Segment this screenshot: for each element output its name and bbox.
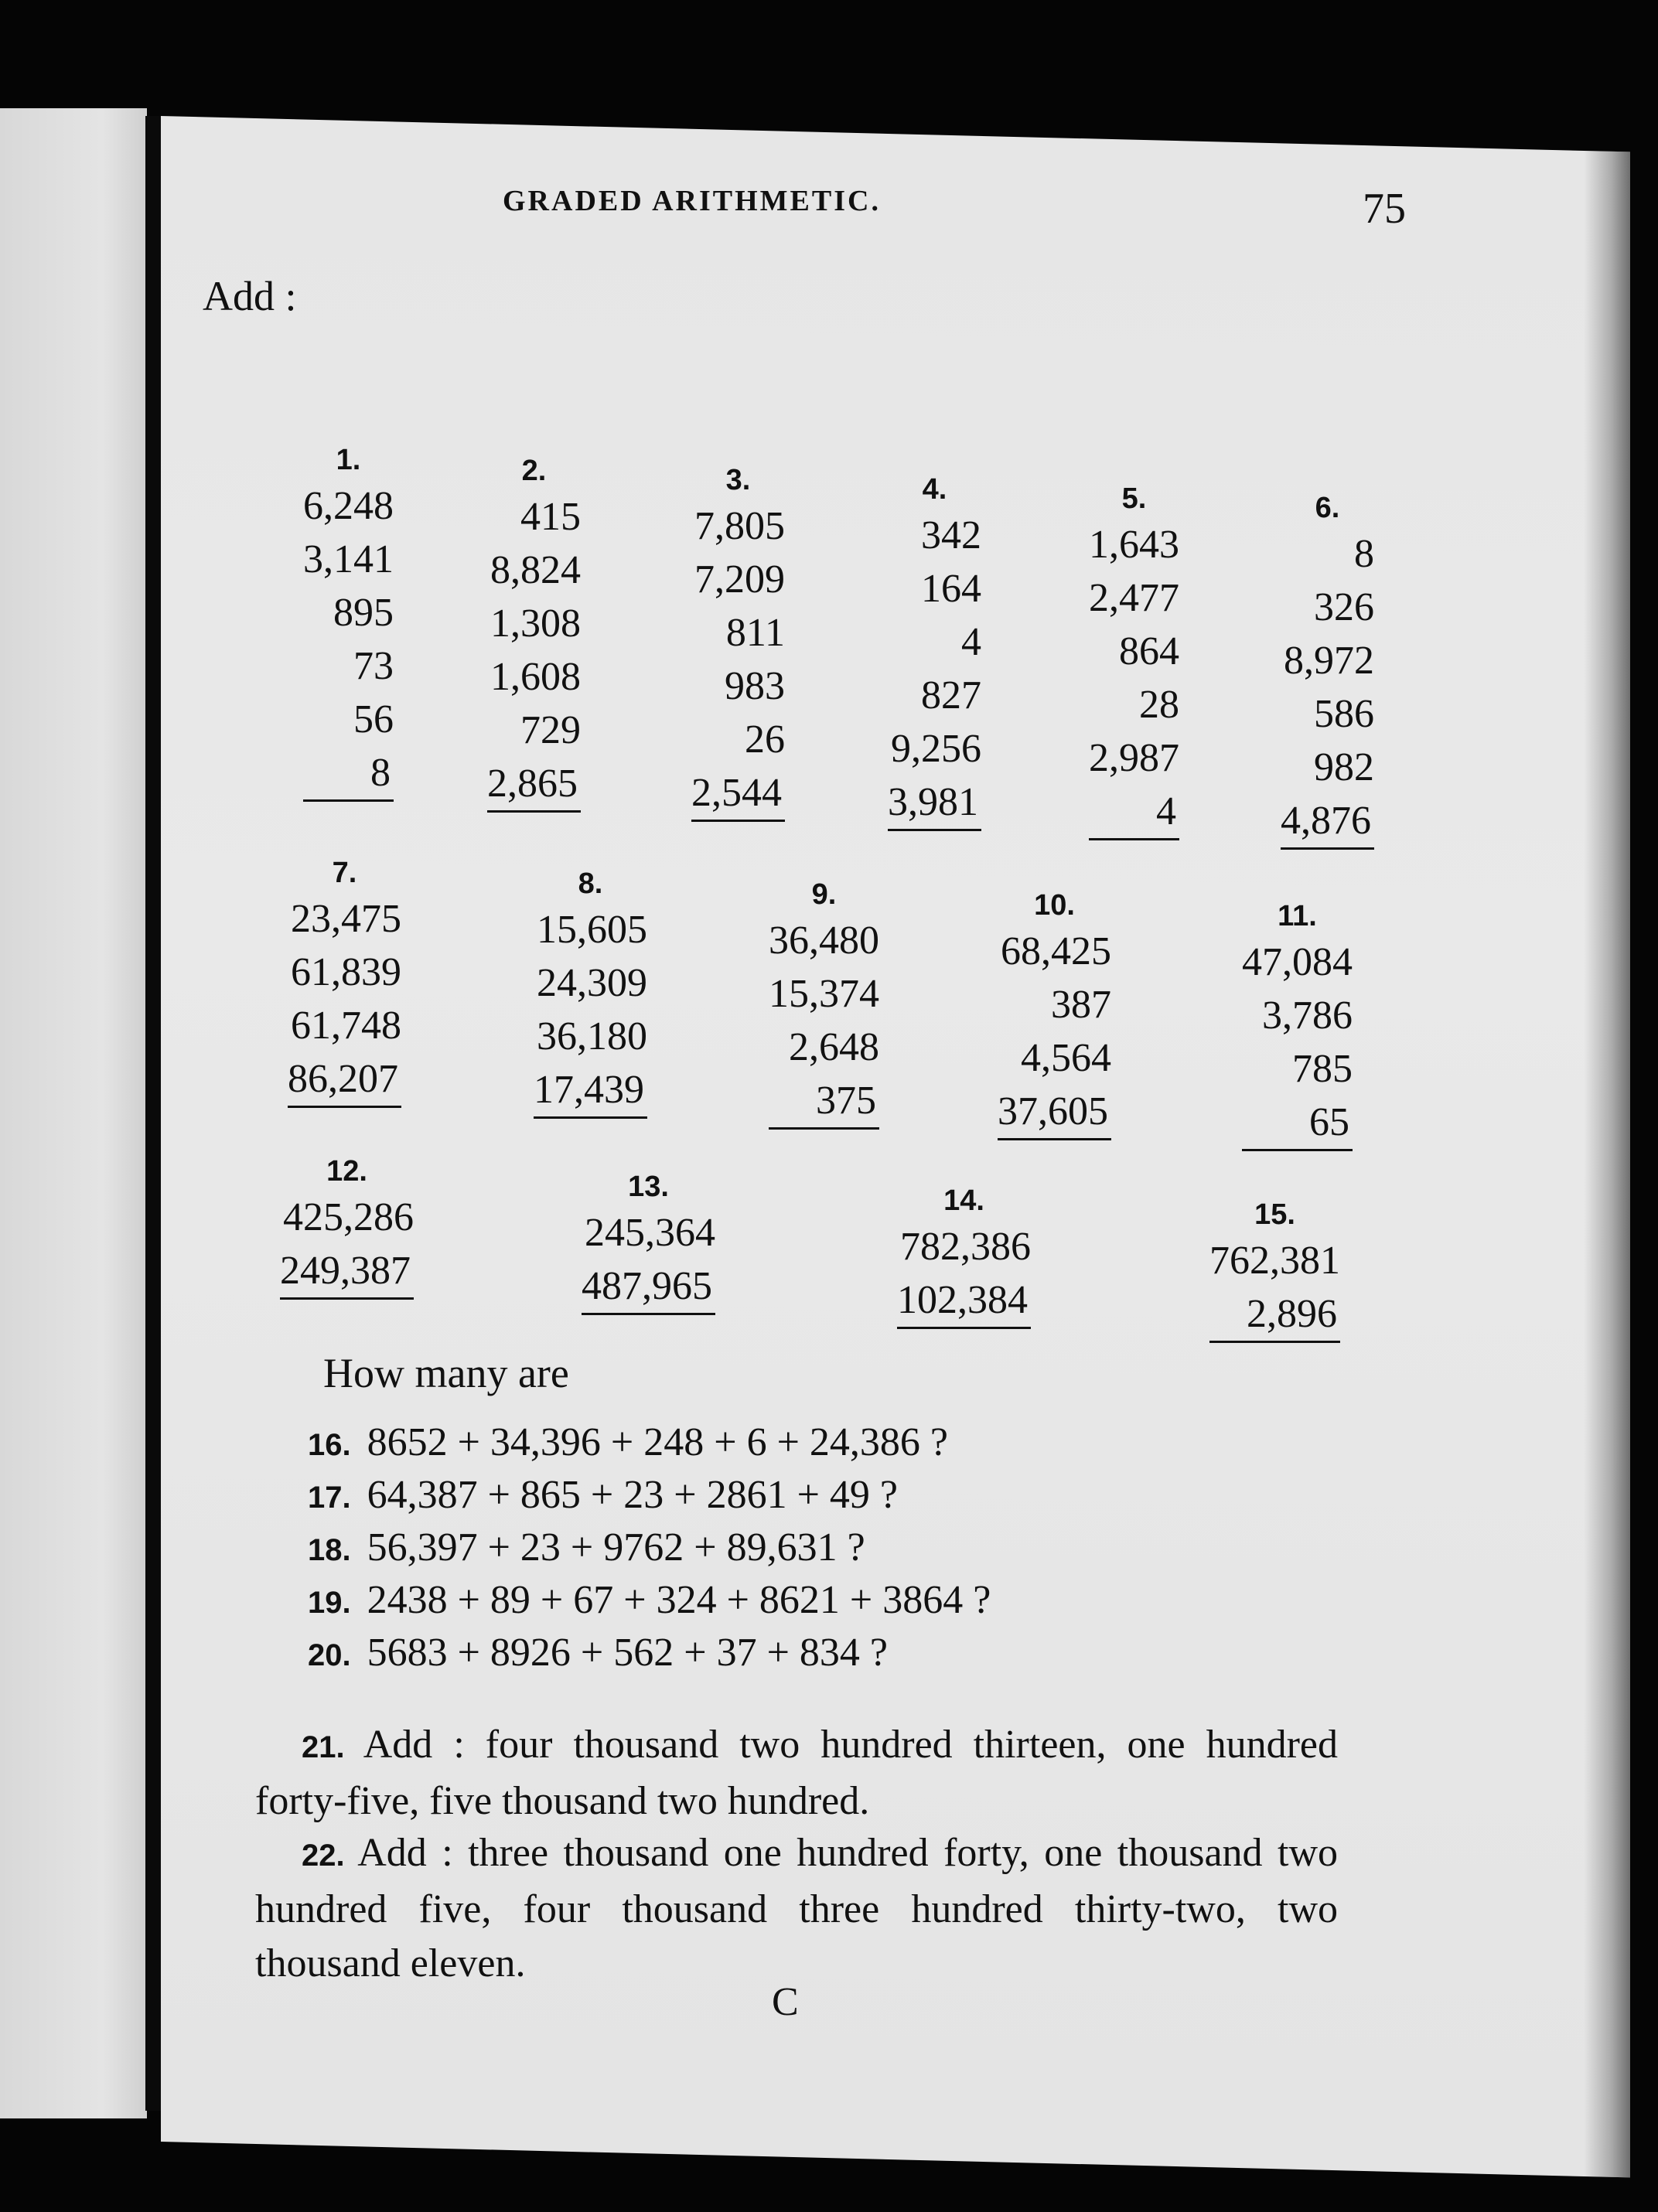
problem-number: 3. <box>725 464 751 496</box>
problem-number: 18. <box>308 1533 351 1567</box>
word-problem-text: Add : three thousand one hundred forty, one thousand two hundred five, four thousand three hundred thirty-two, two thousand eleven. <box>255 1831 1338 1985</box>
expression-text: 8652 + 34,396 + 248 + 6 + 24,386 ? <box>367 1420 948 1464</box>
problem-6: 6. 8 326 8,972 586 982 4,876 <box>1281 489 1374 850</box>
expression-text: 5683 + 8926 + 562 + 37 + 834 ? <box>367 1631 888 1675</box>
problem-number: 21. <box>302 1730 345 1764</box>
problem-10: 10. 68,425 387 4,564 37,605 <box>998 886 1111 1140</box>
problem-number: 13. <box>628 1171 669 1203</box>
problem-1: 1. 6,248 3,141 895 73 56 8 <box>303 441 394 802</box>
expression-20 <box>308 1630 888 1675</box>
problem-15: 15. 762,381 2,896 <box>1209 1195 1340 1343</box>
expression-text: 2438 + 89 + 67 + 324 + 8621 + 3864 ? <box>367 1578 991 1622</box>
problem-number: 14. <box>943 1184 984 1217</box>
problem-number: 11. <box>1278 900 1317 932</box>
problem-4: 4. 342 164 4 827 9,256 3,981 <box>888 470 981 831</box>
problem-11: 11. 47,084 3,786 785 65 <box>1242 897 1353 1151</box>
expression-text: 56,397 + 23 + 9762 + 89,631 ? <box>367 1525 865 1570</box>
expression-17 <box>308 1472 898 1518</box>
word-problem-22 <box>255 1826 1338 1991</box>
book-gutter <box>145 116 162 2111</box>
expression-19 <box>308 1577 991 1623</box>
problem-number: 15. <box>1254 1198 1295 1231</box>
add-instruction: Add : <box>203 273 297 319</box>
facing-page-edge <box>0 108 147 2118</box>
problem-number: 10. <box>1034 889 1075 922</box>
problem-number: 5. <box>1121 482 1147 515</box>
problem-number: 19. <box>308 1586 351 1620</box>
problem-number: 9. <box>811 878 837 911</box>
word-problem-text: Add : four thousand two hundred thirteen, one hundred forty-five, five thousand two hundred. <box>255 1723 1338 1823</box>
problem-number: 20. <box>308 1638 351 1672</box>
problem-number: 16. <box>308 1428 351 1462</box>
problem-5: 5. 1,643 2,477 864 28 2,987 4 <box>1089 479 1179 840</box>
problem-number: 8. <box>578 867 603 900</box>
page-number: 75 <box>1363 185 1406 233</box>
page-edge-shadow <box>1584 151 1630 2177</box>
word-problem-21 <box>255 1718 1338 1829</box>
problem-number: 22. <box>302 1839 345 1873</box>
how-many-heading: How many are <box>323 1350 569 1396</box>
problem-7: 7. 23,475 61,839 61,748 86,207 <box>288 854 401 1108</box>
problem-14: 14. 782,386 102,384 <box>897 1181 1031 1329</box>
problem-8: 8. 15,605 24,309 36,180 17,439 <box>534 864 647 1119</box>
expression-16 <box>308 1420 948 1465</box>
expression-18 <box>308 1525 865 1570</box>
problem-number: 12. <box>326 1155 367 1188</box>
expression-text: 64,387 + 865 + 23 + 2861 + 49 ? <box>367 1473 898 1517</box>
problem-13: 13. 245,364 487,965 <box>582 1167 715 1315</box>
problem-number: 6. <box>1315 492 1340 524</box>
problem-2: 2. 415 8,824 1,308 1,608 729 2,865 <box>487 452 581 813</box>
problem-number: 7. <box>332 857 357 889</box>
signature-mark: C <box>772 1980 799 2024</box>
problem-3: 3. 7,805 7,209 811 983 26 2,544 <box>691 461 785 822</box>
running-header: GRADED ARITHMETIC. <box>503 185 881 217</box>
problem-number: 4. <box>922 473 947 506</box>
problem-12: 12. 425,286 249,387 <box>280 1152 414 1300</box>
problem-number: 2. <box>521 455 547 487</box>
problem-number: 1. <box>336 444 361 476</box>
problem-9: 9. 36,480 15,374 2,648 375 <box>769 875 879 1130</box>
problem-number: 17. <box>308 1481 351 1515</box>
